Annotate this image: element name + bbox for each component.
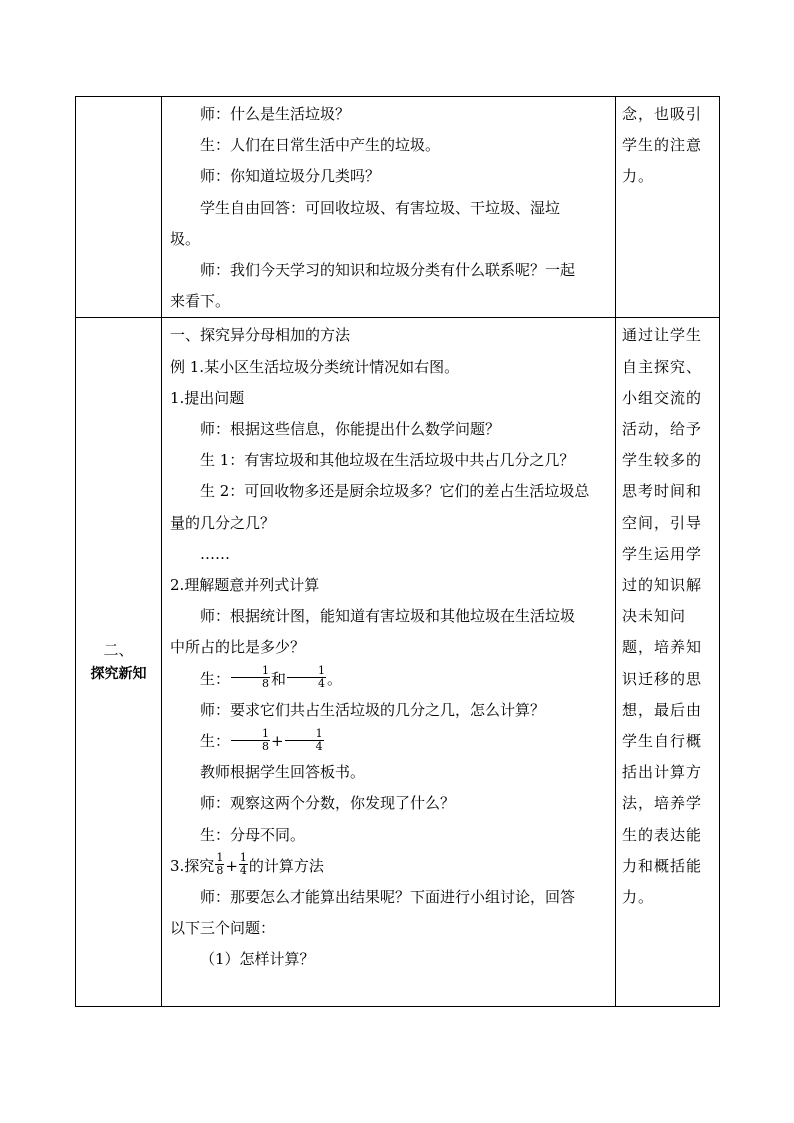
note-line: 学生运用学 xyxy=(622,544,703,563)
note-line: 决未知问 xyxy=(622,607,687,626)
section-heading: 一、探究异分母相加的方法 xyxy=(170,326,351,345)
dialogue-line: 学生自由回答：可回收垃圾、有害垃圾、干垃圾、湿垃 xyxy=(200,198,561,217)
note-line: 想，最后由 xyxy=(622,700,703,719)
fraction-one-eighth xyxy=(215,852,224,877)
dialogue-line: 生：分母不同。 xyxy=(200,825,306,844)
speaker-label: 生： xyxy=(200,732,231,751)
dialogue-line: 生 1：有害垃圾和其他垃圾在生活垃圾中共占几分之几？ xyxy=(200,451,575,470)
dialogue-line: 师：要求它们共占生活垃圾的几分之几，怎么计算？ xyxy=(200,700,546,719)
dialogue-line xyxy=(170,726,607,757)
fraction-one-quarter xyxy=(239,852,248,877)
numerator: 1 xyxy=(231,665,270,678)
note-line: 过的知识解 xyxy=(622,576,703,595)
note-line: 学生较多的 xyxy=(622,451,703,470)
denominator: 8 xyxy=(262,677,270,691)
fraction-one-quarter xyxy=(285,728,324,753)
plus-sign: + xyxy=(225,856,238,875)
note-line: 空间，引导 xyxy=(622,513,703,532)
table-row xyxy=(76,97,720,318)
fraction-one-eighth xyxy=(231,665,270,690)
punctuation: 。 xyxy=(327,669,343,688)
lesson-table xyxy=(75,96,720,1007)
dialogue-line: 教师根据学生回答板书。 xyxy=(200,763,366,782)
dialogue-line: 师：根据统计图，能知道有害垃圾和其他垃圾在生活垃圾 xyxy=(200,607,576,626)
content-cell xyxy=(162,318,616,1007)
numerator: 1 xyxy=(287,665,326,678)
numerator: 1 xyxy=(239,851,247,865)
fraction-one-eighth xyxy=(231,728,270,753)
dialogue-line: 生 2：可回收物多还是厨余垃圾多？它们的差占生活垃圾总 xyxy=(200,482,590,501)
denominator: 4 xyxy=(239,864,247,878)
example-line: 例 1.某小区生活垃圾分类统计情况如右图。 xyxy=(170,357,460,376)
note-line: 学生自行概 xyxy=(622,732,703,751)
denominator: 8 xyxy=(216,864,224,878)
stage-name: 探究新知 xyxy=(90,666,147,683)
dialogue-line: 生：人们在日常生活中产生的垃圾。 xyxy=(200,136,441,155)
dialogue-line xyxy=(170,664,607,695)
dialogue-line: 师：什么是生活垃圾？ xyxy=(200,105,351,123)
numerator: 1 xyxy=(216,851,224,865)
conjunction: 和 xyxy=(271,669,287,688)
note-line: 通过让学生 xyxy=(622,326,703,345)
ellipsis-line: …… xyxy=(200,544,230,563)
numerator: 1 xyxy=(231,728,270,741)
dialogue-line: 师：观察这两个分数，你发现了什么？ xyxy=(200,794,456,813)
note-line: 小组交流的 xyxy=(622,388,703,407)
note-line: 生的表达能 xyxy=(622,825,703,844)
note-line: 识迁移的思 xyxy=(622,669,703,688)
note-line: 活动，给予 xyxy=(622,420,703,439)
numerator: 1 xyxy=(285,728,324,741)
dialogue-line: 师：我们今天学习的知识和垃圾分类有什么联系呢？一起 xyxy=(200,261,576,280)
design-note-cell xyxy=(616,97,720,318)
dialogue-line: 来看下。 xyxy=(170,292,231,311)
note-line: 力。 xyxy=(622,167,655,186)
content-cell xyxy=(162,97,616,318)
note-line: 念，也吸引 xyxy=(622,105,703,123)
fraction-one-quarter xyxy=(287,665,326,690)
step-suffix: 的计算方法 xyxy=(248,856,324,875)
denominator: 8 xyxy=(262,739,270,753)
step-heading: 2.理解题意并列式计算 xyxy=(170,576,320,595)
denominator: 4 xyxy=(318,677,326,691)
denominator: 4 xyxy=(315,739,323,753)
note-line: 题，培养知 xyxy=(622,638,703,657)
question-line: （1）怎样计算？ xyxy=(200,950,315,969)
dialogue-line: 师：根据这些信息，你能提出什么数学问题？ xyxy=(200,420,501,439)
table-row xyxy=(76,318,720,1007)
dialogue-line: 师：你知道垃圾分几类吗？ xyxy=(200,167,381,186)
dialogue-line: 量的几分之几？ xyxy=(170,513,276,532)
dialogue-line: 中所占的比是多少？ xyxy=(170,638,306,657)
stage-number: 二、 xyxy=(103,641,134,660)
note-line: 力。 xyxy=(622,888,655,907)
speaker-label: 生： xyxy=(200,669,231,688)
note-line: 思考时间和 xyxy=(622,482,703,501)
step-heading: 1.提出问题 xyxy=(170,388,245,407)
dialogue-line: 师：那要怎么才能算出结果呢？下面进行小组讨论，回答 xyxy=(200,888,576,907)
note-line: 括出计算方 xyxy=(622,763,703,782)
note-line: 法，培养学 xyxy=(622,794,703,813)
plus-sign: + xyxy=(271,732,284,751)
dialogue-line: 以下三个问题： xyxy=(170,919,276,938)
stage-cell xyxy=(76,318,162,1007)
dialogue-line: 圾。 xyxy=(170,229,201,248)
step-heading xyxy=(170,851,607,882)
design-note-cell xyxy=(616,318,720,1007)
note-line: 学生的注意 xyxy=(622,136,703,155)
stage-cell xyxy=(76,97,162,318)
step-prefix: 3.探究 xyxy=(170,856,215,875)
note-line: 自主探究、 xyxy=(622,357,703,376)
note-line: 力和概括能 xyxy=(622,856,703,875)
